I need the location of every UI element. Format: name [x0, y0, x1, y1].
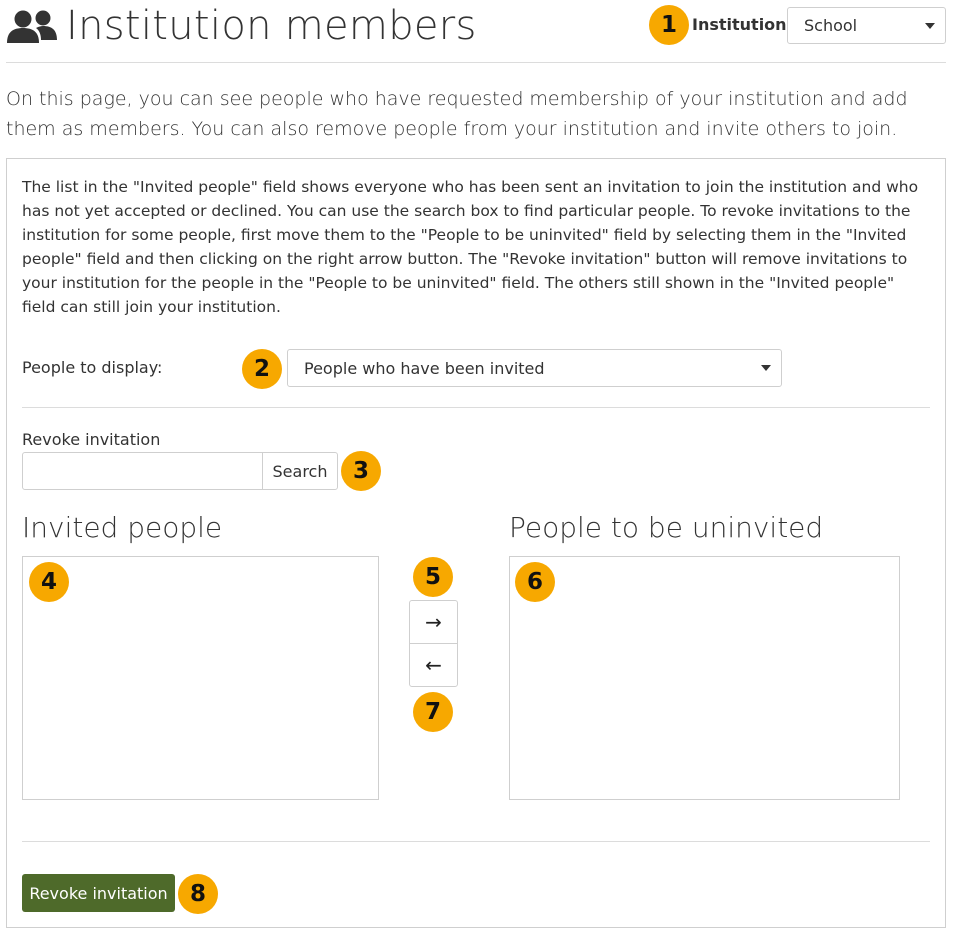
revoke-invitation-button-label: Revoke invitation	[29, 883, 168, 903]
search-button[interactable]	[262, 452, 338, 490]
search-button-label: Search	[272, 461, 328, 481]
page-intro: On this page, you can see people who have requested membership of your institution and add them as members. You can also remove people from your institution and invite others to join.	[6, 88, 908, 140]
move-left-button[interactable]	[409, 643, 458, 687]
people-to-be-uninvited-list[interactable]	[509, 556, 900, 800]
users-icon	[6, 10, 58, 44]
header-divider	[6, 62, 946, 63]
people-to-display-select[interactable]	[287, 349, 782, 387]
callout-badge-4: 4	[29, 562, 69, 602]
invited-people-heading: Invited people	[22, 511, 223, 544]
callout-badge-3: 3	[341, 451, 381, 491]
callout-badge-5: 5	[413, 557, 453, 597]
chevron-down-icon	[925, 23, 935, 29]
panel-description: The list in the "Invited people" field shows everyone who has been sent an invitation to join the institution and who has not yet accepted or declined. You can use the search box to find particular people. To revoke invitations to the institution for some people, first move them to the "People to be uninvited" field by selecting them in the "Invited people" field and then clicking on the right arrow button. The "Revoke invitation" button will remove invitations to your institution for the people in the "People to be uninvited" field. The others still shown in the "Invited people" field can still join your institution.	[22, 178, 919, 316]
institution-label: Institution	[692, 15, 787, 34]
search-input[interactable]	[22, 452, 263, 490]
move-right-button[interactable]	[409, 600, 458, 644]
chevron-down-icon	[761, 365, 771, 371]
people-to-display-value: People who have been invited	[304, 358, 545, 378]
callout-badge-2: 2	[242, 349, 282, 389]
page-title: Institution members	[66, 3, 477, 49]
callout-badge-6: 6	[515, 562, 555, 602]
invited-people-list[interactable]	[22, 556, 379, 800]
callout-badge-1: 1	[649, 5, 689, 45]
institution-select-value: School	[804, 16, 858, 35]
revoke-invitation-button[interactable]	[22, 874, 175, 912]
revoke-invitation-search-label: Revoke invitation	[22, 430, 161, 449]
callout-badge-7: 7	[413, 692, 453, 732]
arrow-right-icon: →	[425, 610, 442, 634]
callout-badge-8: 8	[178, 874, 218, 914]
people-to-display-label: People to display:	[22, 358, 163, 377]
footer-divider	[22, 841, 930, 842]
section-divider	[22, 407, 930, 408]
institution-select[interactable]	[787, 7, 946, 44]
arrow-left-icon: ←	[425, 653, 442, 677]
people-to-be-uninvited-heading: People to be uninvited	[509, 511, 824, 544]
